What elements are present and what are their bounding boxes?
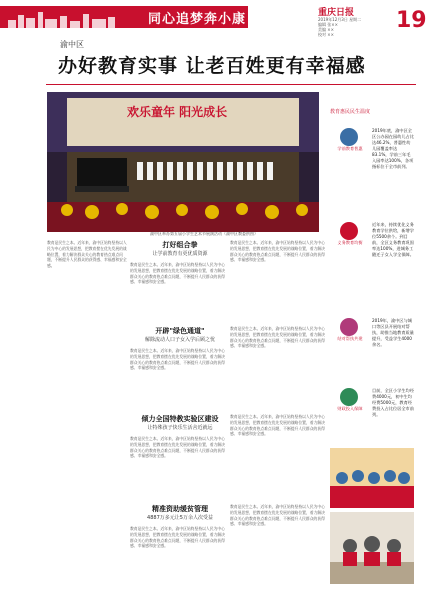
subhead-2-sub: 解除流动人口子女入学后顾之忧 (144, 337, 215, 343)
stage-backdrop-title: 欢乐童年 阳光成长 (127, 105, 228, 119)
skyline-illustration (8, 10, 128, 28)
sidebar-item-label: 学前教育普惠 (337, 146, 363, 151)
page-info-line: 2019年12月3日 星期二 (318, 17, 362, 22)
body-column-2c: 教育是民生之本。近年来，渝中区始终坚持以人民为中心的发展思想，把教育摆在优先发展的战略位置，着力解决群众关心的教育热点难点问题，不断提升人民群众的获得感、幸福感和安全感。 (130, 436, 225, 459)
sidebar-title: 教育惠民民生温度 (330, 109, 371, 115)
body-column-2d: 教育是民生之本。近年来，渝中区始终坚持以人民为中心的发展思想，把教育摆在优先发展的战略位置，着力解决群众关心的教育热点难点问题，不断提升人民群众的获得感、幸福感和安全感。 (130, 526, 225, 549)
sidebar-item-preschool (330, 128, 370, 152)
sidebar-item-funding (330, 388, 370, 412)
subhead-3-main: 倾力全国特教实验区建设 (141, 415, 219, 423)
stage-photo (47, 92, 319, 232)
subhead-3-sub: 让特殊孩子快乐生活舍近就远 (147, 425, 213, 431)
compulsory-edu-icon (340, 222, 358, 240)
body-column-3d: 教育是民生之本。近年来，渝中区始终坚持以人民为中心的发展思想，把教育摆在优先发展的战略位置，着力解决群众关心的教育热点难点问题，不断提升人民群众的获得感、幸福感和安全感。 (230, 504, 325, 527)
classroom-photo (330, 512, 414, 584)
page-number: 19 (396, 8, 427, 33)
sidebar-item-compulsory (330, 222, 370, 246)
sidebar-item-label: 义务教育均衡 (337, 240, 363, 245)
students-photo (330, 448, 414, 508)
page-info-line: 美编 ×× (318, 27, 334, 32)
sidebar-item-label: 结对帮扶共建 (337, 336, 363, 341)
subhead-2-main: 开辟"绿色通道" (155, 327, 205, 335)
subhead-1-sub: 让学前教育有更优质资源 (152, 251, 208, 257)
body-column-3b: 教育是民生之本。近年来，渝中区始终坚持以人民为中心的发展思想，把教育摆在优先发展的战略位置，着力解决群众关心的教育热点难点问题，不断提升人民群众的获得感、幸福感和安全感。 (230, 326, 325, 349)
subhead-4-main: 精准资助缓贫管理 (152, 505, 208, 513)
body-column-2b: 教育是民生之本。近年来，渝中区始终坚持以人民为中心的发展思想，把教育摆在优先发展的战略位置，着力解决群众关心的教育热点难点问题，不断提升人民群众的获得感、幸福感和安全感。 (130, 348, 225, 371)
body-column-3c: 教育是民生之本。近年来，渝中区始终坚持以人民为中心的发展思想，把教育摆在优先发展的战略位置，着力解决群众关心的教育热点难点问题，不断提升人民群众的获得感、幸福感和安全感。 (230, 414, 325, 437)
page-info-line: 编辑 张×× (318, 22, 338, 27)
banner-title: 同心追梦奔小康 (148, 12, 247, 27)
article-headline: 办好教育实事 让老百姓更有幸福感 (58, 55, 366, 77)
sidebar-item-text: 2019年底，渝中区全区公办园在园幼儿占比达46.2%，普惠性幼儿园覆盖率达83.1%，学前三年毛入园率达100%，各项指标位于全市前列。 (372, 128, 414, 169)
body-column-2a: 教育是民生之本。近年来，渝中区始终坚持以人民为中心的发展思想，把教育摆在优先发展的战略位置，着力解决群众关心的教育热点难点问题，不断提升人民群众的获得感、幸福感和安全感。 (130, 262, 225, 285)
page-info-line: 校对 ×× (318, 32, 334, 37)
section-label: 渝中区 (60, 40, 84, 49)
stage-photo-illustration (47, 92, 319, 232)
sidebar-item-label: 财政投入保障 (337, 406, 363, 411)
page-info (318, 17, 361, 37)
preschool-icon (340, 128, 358, 146)
body-column-3a: 教育是民生之本。近年来，渝中区始终坚持以人民为中心的发展思想，把教育摆在优先发展的战略位置，着力解决群众关心的教育热点难点问题，不断提升人民群众的获得感、幸福感和安全感。 (230, 240, 325, 263)
subhead-1-main: 打好组合拳 (162, 241, 198, 249)
assist-icon (340, 318, 358, 336)
headline-rule (46, 84, 416, 85)
sidebar-item-text: 近年来，持续优化义务教育学位供给，新增学位5500余个。到目前，全区义务教育巩固率达100%，进城务工随迁子女入学全保障。 (372, 222, 414, 257)
sidebar-item-text: 目前，全区小学生均经费4000元，初中生均经费5000元，教育经费投入占比位居全市前列。 (372, 388, 414, 417)
sidebar-item-text: 2019年，渝中区与城口等区县开展结对帮扶，助推当地教育质量提升，受益学生4000余名。 (372, 318, 414, 347)
funding-icon (340, 388, 358, 406)
body-column-1: 教育是民生之本。近年来，渝中区始终坚持以人民为中心的发展思想，把教育摆在优先发展的战略位置，着力解决群众关心的教育热点难点问题，不断提升人民群众的获得感、幸福感和安全感。 (47, 240, 127, 269)
sidebar-item-assist (330, 318, 370, 342)
photo-caption: 渝中区举办第五届小学生艺术节展演活动（渝中区教委供图） (150, 231, 258, 236)
subhead-4-sub: 4887万多元让5万余人次受益 (147, 515, 213, 521)
newspaper-masthead: 重庆日报 (318, 8, 355, 18)
